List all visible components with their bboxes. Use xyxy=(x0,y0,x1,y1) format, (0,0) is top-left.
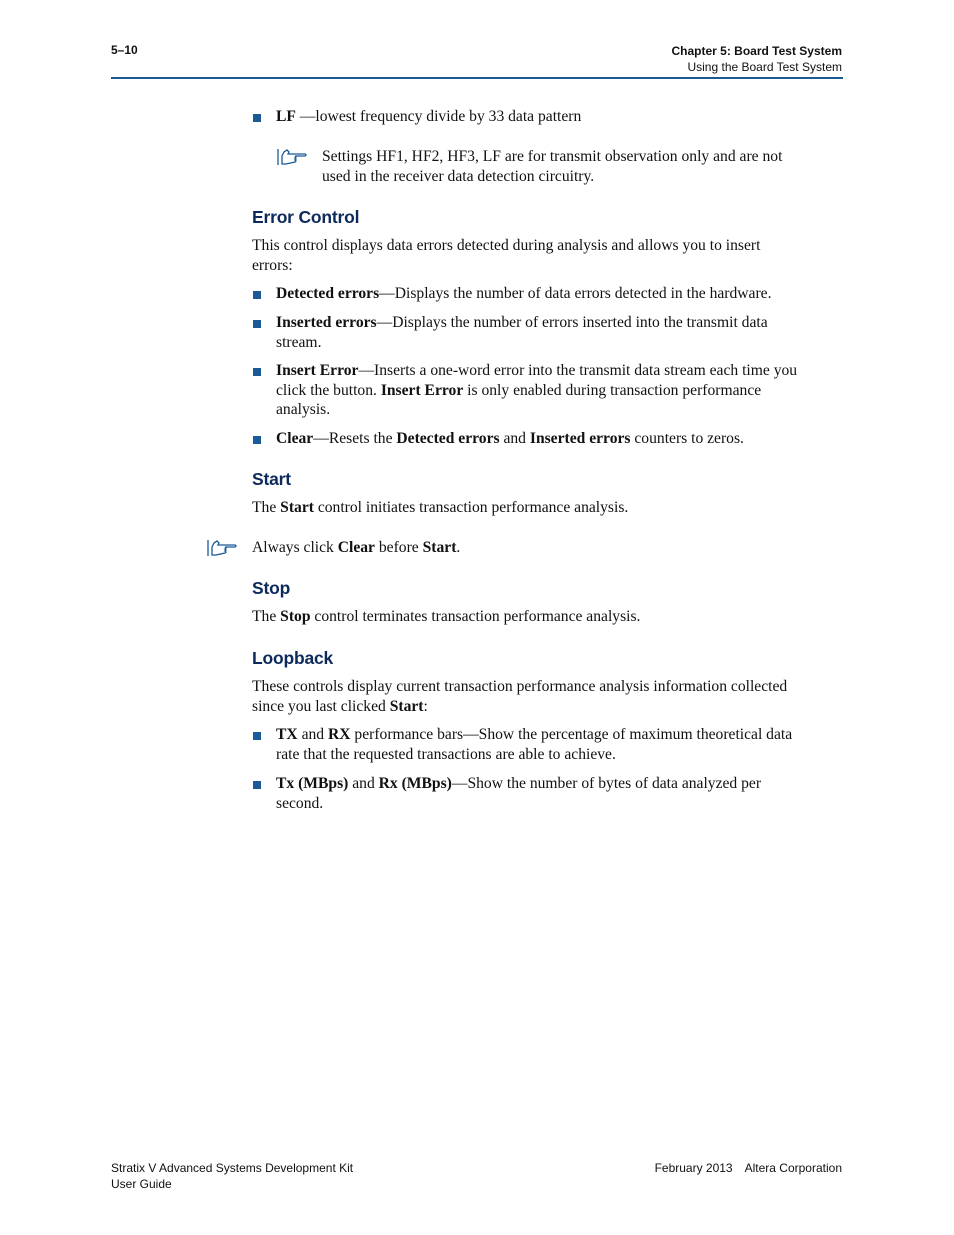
paragraph xyxy=(252,677,787,716)
paragraph-text: since you last clicked xyxy=(252,697,390,715)
square-bullet-icon xyxy=(253,320,261,328)
list-item xyxy=(276,284,771,304)
item-text: analysis. xyxy=(276,401,331,418)
paragraph-line: errors: xyxy=(252,256,293,274)
publication-date: February 2013 xyxy=(654,1161,733,1175)
list-item xyxy=(276,107,581,127)
item-text: click the button. xyxy=(276,381,381,399)
note-line: . xyxy=(456,539,461,556)
document-title: Stratix V Advanced Systems Development Kit xyxy=(111,1161,354,1175)
pointing-hand-note-icon xyxy=(206,538,238,558)
list-item xyxy=(276,725,792,764)
term: Insert Error xyxy=(380,381,464,399)
square-bullet-icon xyxy=(253,781,261,789)
term: Clear xyxy=(276,430,314,447)
term: Detected errors xyxy=(396,430,500,447)
footer-left xyxy=(111,1160,353,1192)
paragraph-line: These controls display current transaction performance analysis information collected xyxy=(252,678,788,695)
company-name: Altera Corporation xyxy=(744,1161,842,1175)
item-text: counters to zeros. xyxy=(630,430,744,447)
note-line: before xyxy=(374,539,423,556)
square-bullet-icon xyxy=(253,732,261,740)
item-text: stream. xyxy=(276,333,322,351)
term: Inserted errors xyxy=(529,430,631,447)
list-item xyxy=(276,361,797,420)
term: Start xyxy=(280,499,314,516)
paragraph-text: control terminates transaction performance analysis. xyxy=(310,608,641,625)
note-line: Settings HF1, HF2, HF3, LF are for transmit observation only and are not xyxy=(322,148,783,165)
list-item xyxy=(276,774,761,813)
page-number: 5–10 xyxy=(111,43,138,57)
list-item xyxy=(276,429,744,449)
item-text: second. xyxy=(276,794,324,812)
section-heading: Start xyxy=(252,469,291,489)
paragraph-text: The xyxy=(252,608,281,625)
footer-right xyxy=(655,1160,842,1176)
section-title: Using the Board Test System xyxy=(687,60,842,74)
term: Start xyxy=(389,697,424,715)
term: Insert Error xyxy=(276,362,359,379)
header-rule xyxy=(111,77,843,79)
chapter-title: Chapter 5: Board Test System xyxy=(671,44,842,58)
note-text xyxy=(322,147,782,186)
term: Detected errors xyxy=(276,285,380,302)
term: TX xyxy=(276,726,298,743)
term: Stop xyxy=(280,608,311,625)
paragraph xyxy=(252,236,760,275)
paragraph-text: control initiates transaction performance analysis. xyxy=(313,499,629,516)
item-text: performance bars—Show the percentage of maximum theoretical data xyxy=(350,726,793,743)
item-text: and xyxy=(499,430,530,447)
square-bullet-icon xyxy=(253,291,261,299)
list-item xyxy=(276,313,768,352)
item-text: —Show the number of bytes of data analyzed per xyxy=(451,775,762,792)
item-text: rate that the requested transactions are able to achieve. xyxy=(276,745,616,763)
paragraph-text: The xyxy=(252,499,281,516)
square-bullet-icon xyxy=(253,114,261,122)
item-text: —Inserts a one-word error into the transmit data stream each time you xyxy=(358,362,798,379)
item-text: —Displays the number of data errors detected in the hardware. xyxy=(379,285,772,302)
term: Clear xyxy=(337,539,375,556)
item-text: is only enabled during transaction performance xyxy=(463,381,762,399)
note-line: used in the receiver data detection circuitry. xyxy=(322,167,595,185)
term: RX xyxy=(327,726,351,743)
section-heading: Stop xyxy=(252,578,291,598)
paragraph xyxy=(252,607,640,627)
term: Start xyxy=(422,539,457,556)
paragraph-text: : xyxy=(423,697,428,715)
term: Tx (MBps) xyxy=(276,775,349,792)
pointing-hand-note-icon xyxy=(276,147,308,167)
square-bullet-icon xyxy=(253,368,261,376)
term: Inserted errors xyxy=(276,314,377,331)
item-text: and xyxy=(297,726,328,743)
paragraph-line: This control displays data errors detected during analysis and allows you to insert xyxy=(252,237,761,254)
section-heading: Loopback xyxy=(252,648,334,668)
term: Rx (MBps) xyxy=(378,775,452,792)
note-text xyxy=(252,538,460,558)
running-header xyxy=(672,43,843,75)
note-line: Always click xyxy=(252,539,338,556)
item-text: and xyxy=(348,775,379,792)
item-text: —Resets the xyxy=(313,430,397,447)
term: LF xyxy=(276,108,296,125)
section-heading: Error Control xyxy=(252,207,360,227)
square-bullet-icon xyxy=(253,436,261,444)
document-subtitle: User Guide xyxy=(111,1177,172,1191)
paragraph xyxy=(252,498,628,518)
item-text: —Displays the number of errors inserted into the transmit data xyxy=(376,314,768,331)
item-text: —lowest frequency divide by 33 data pattern xyxy=(295,108,582,125)
